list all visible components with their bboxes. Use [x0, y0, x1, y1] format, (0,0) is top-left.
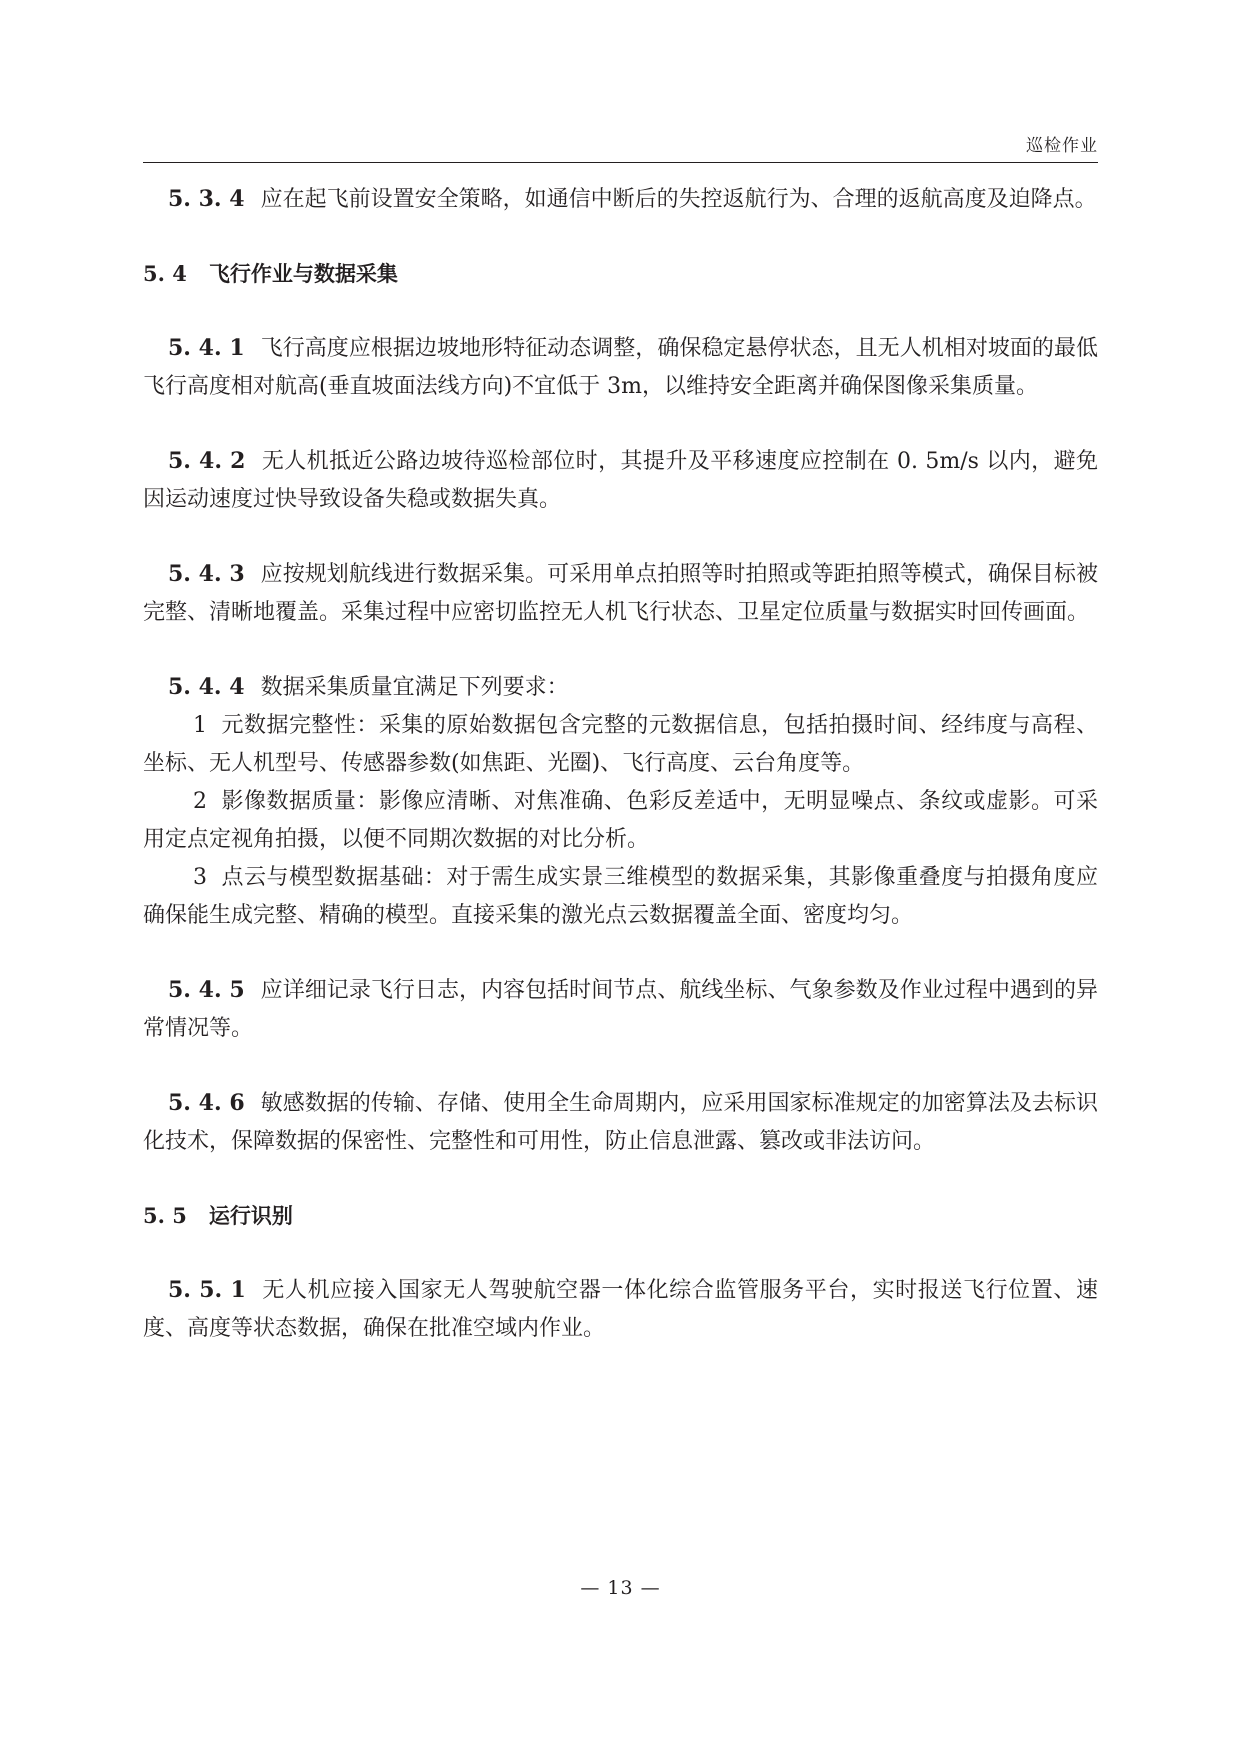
- section-heading-5-4: [143, 255, 1098, 293]
- page-content: [143, 180, 1098, 1348]
- header-rule: [143, 162, 1098, 163]
- clause-5-4-6: [143, 1084, 1098, 1161]
- section-number: 5. 5: [143, 1203, 187, 1228]
- clause-number: 5. 4. 1: [168, 335, 245, 361]
- clause-text: 无人机抵近公路边坡待巡检部位时，其提升及平移速度应控制在 0. 5m/s 以内，避免因运动速度过快导致设备失稳或数据失真。: [143, 449, 1098, 512]
- clause-number: 5. 4. 4: [168, 674, 245, 700]
- list-item-number: 3: [193, 865, 207, 890]
- list-item-number: 1: [193, 713, 207, 738]
- list-item-text: 影像数据质量：影像应清晰、对焦准确、色彩反差适中，无明显噪点、条纹或虚影。可采用定点定视角拍摄，以便不同期次数据的对比分析。: [143, 789, 1098, 852]
- clause-5-4-2: [143, 442, 1098, 519]
- clause-5-5-1: [143, 1271, 1098, 1348]
- clause-5-4-5: [143, 971, 1098, 1048]
- list-item-2: [143, 783, 1098, 859]
- section-title: 运行识别: [208, 1204, 293, 1228]
- running-header: 巡检作业: [1026, 136, 1098, 156]
- section-title: 飞行作业与数据采集: [208, 262, 398, 286]
- clause-5-4-1: [143, 329, 1098, 406]
- section-number: 5. 4: [143, 261, 187, 286]
- page-number: — 13 —: [580, 1577, 661, 1599]
- clause-number: 5. 4. 3: [168, 561, 245, 587]
- list-item-text: 点云与模型数据基础：对于需生成实景三维模型的数据采集，其影像重叠度与拍摄角度应确保能生成完整、精确的模型。直接采集的激光点云数据覆盖全面、密度均匀。: [143, 865, 1098, 928]
- clause-5-4-4: [143, 668, 1098, 707]
- clause-text: 无人机应接入国家无人驾驶航空器一体化综合监管服务平台，实时报送飞行位置、速度、高度等状态数据，确保在批准空域内作业。: [143, 1278, 1098, 1341]
- clause-5-4-3: [143, 555, 1098, 632]
- clause-text: 敏感数据的传输、存储、使用全生命周期内，应采用国家标准规定的加密算法及去标识化技术，保障数据的保密性、完整性和可用性，防止信息泄露、篡改或非法访问。: [143, 1091, 1098, 1154]
- clause-text: 数据采集质量宜满足下列要求：: [260, 675, 569, 700]
- clause-number: 5. 4. 6: [168, 1090, 245, 1116]
- clause-number: 5. 3. 4: [168, 186, 245, 212]
- list-item-number: 2: [193, 789, 207, 814]
- clause-text: 飞行高度应根据边坡地形特征动态调整，确保稳定悬停状态，且无人机相对坡面的最低飞行高度相对航高(垂直坡面法线方向)不宜低于 3m，以维持安全距离并确保图像采集质量。: [143, 336, 1098, 399]
- clause-number: 5. 4. 5: [168, 977, 245, 1003]
- clause-5-3-4: [143, 180, 1098, 219]
- clause-number: 5. 4. 2: [168, 448, 246, 474]
- list-item-3: [143, 859, 1098, 935]
- clause-text: 应在起飞前设置安全策略，如通信中断后的失控返航行为、合理的返航高度及迫降点。: [260, 187, 1097, 212]
- list-item-1: [143, 707, 1098, 783]
- list-item-text: 元数据完整性：采集的原始数据包含完整的元数据信息，包括拍摄时间、经纬度与高程、坐标、无人机型号、传感器参数(如焦距、光圈)、飞行高度、云台角度等。: [143, 713, 1098, 776]
- section-heading-5-5: [143, 1197, 1098, 1235]
- clause-number: 5. 5. 1: [168, 1277, 246, 1303]
- clause-text: 应按规划航线进行数据采集。可采用单点拍照等时拍照或等距拍照等模式，确保目标被完整、清晰地覆盖。采集过程中应密切监控无人机飞行状态、卫星定位质量与数据实时回传画面。: [143, 562, 1098, 625]
- clause-text: 应详细记录飞行日志，内容包括时间节点、航线坐标、气象参数及作业过程中遇到的异常情况等。: [143, 978, 1098, 1041]
